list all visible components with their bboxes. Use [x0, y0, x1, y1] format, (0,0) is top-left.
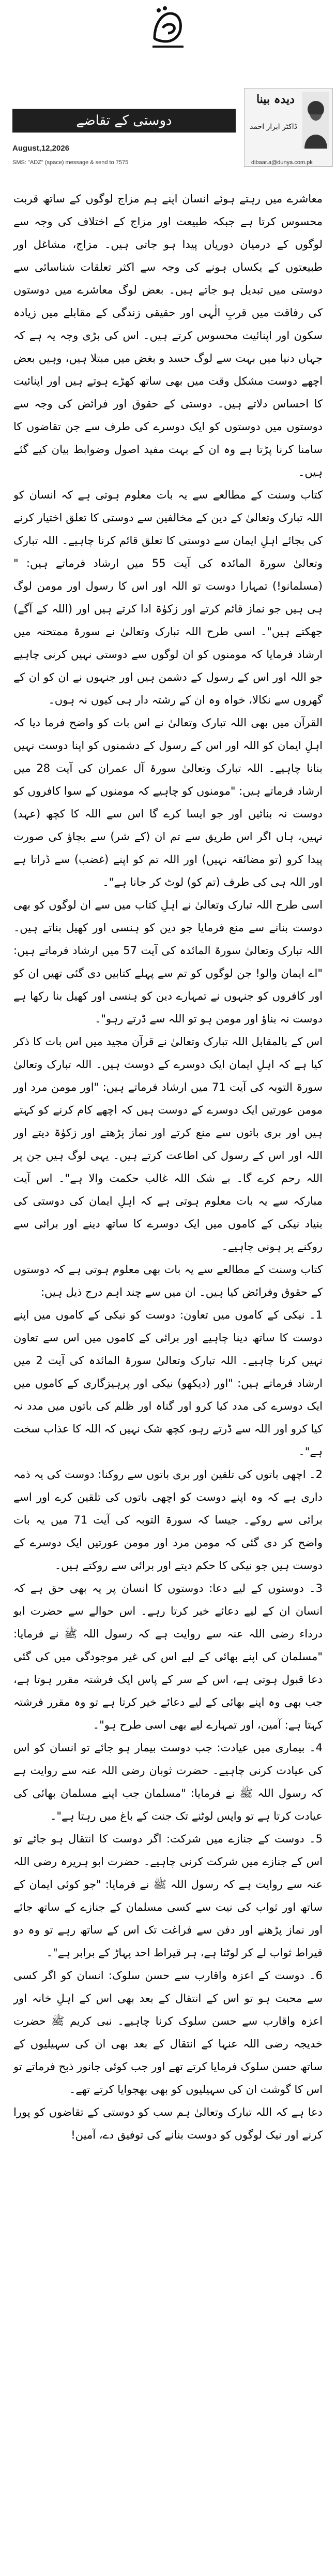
author-portrait-icon [302, 92, 329, 149]
author-email: dibaar.a@dunya.com.pk [251, 159, 313, 166]
column-title: دوستی کے تقاضے [12, 109, 236, 133]
author-box [244, 88, 333, 167]
paragraph: کتاب وسنت کے مطالعے سے یہ بات معلوم ہوتی ہے کہ انسان کو اللہ تبارک وتعالیٰ کے دین کے مخالفین سے دوستی کا تعلق اختیار کرنے کی بجائے اہلِ ایمان سے دوستی کا تعلق قائم کرنا چاہیے۔ اللہ تبارک وتعالیٰ سورۃ المائدہ کی آیت 55 میں ارشاد فرماتے ہیں: "(مسلمانو!) تمہارا دوست تو اللہ اور اس کا رسول اور مومن لوگ ہی ہیں جو نماز قائم کرتے اور زکوٰۃ ادا کرتے ہیں اور (اللہ کے آگے) جھکتے ہیں"۔ اسی طرح اللہ تبارک وتعالیٰ نے سورۃ ممتحنہ میں ارشاد فرمایا کہ مومنوں کو ان لوگوں سے دوستی نہیں کرنی چاہیے جو اللہ اور اس کے رسول کے دشمن ہیں اور جنہوں نے ان کو ان کے گھروں سے نکالا، خواہ وہ ان کے رشتہ دار ہی کیوں نہ ہوں۔ [13, 489, 323, 706]
masthead [0, 0, 336, 57]
paragraph: 3۔ دوستوں کے لیے دعا: دوستوں کا انسان پر یہ بھی حق ہے کہ انسان ان کے لیے دعائے خیر کرتا رہے۔ اس حوالے سے حضرت ابو درداء رضی اللہ عنہ سے روایت ہے کہ رسول اللہ ﷺ نے فرمایا: "مسلمان کی اپنے بھائی کے لیے اس کی غیر موجودگی میں کی گئی دعا قبول ہوتی ہے، اس کے سر کے پاس ایک فرشتہ مقرر ہوتا ہے، جب بھی وہ اپنے بھائی کے لیے دعائے خیر کرتا ہے تو وہ مقرر فرشتہ کہتا ہے: آمین، اور تمہارے لیے بھی اسی طرح ہو"۔ [13, 1582, 323, 1731]
article-body [13, 187, 323, 2146]
column-name: دیدہ بینا [256, 93, 295, 106]
paragraph: دعا ہے کہ اللہ تبارک وتعالیٰ ہم سب کو دوستی کے تقاضوں کو پورا کرنے اور نیک لوگوں کو دوست بنانے کی توفیق دے، آمین! [13, 2106, 323, 2141]
sms-info: SMS: "ADZ" (space) message & send to 7575 [12, 159, 129, 166]
paragraph: معاشرے میں رہتے ہوئے انسان اپنے ہم مزاج لوگوں کے ساتھ قربت محسوس کرتا ہے جبکہ طبیعت اور مزاج کے اختلاف کی وجہ سے لوگوں کے درمیان دوریاں پیدا ہو جاتی ہیں۔ مزاج، مشاغل اور طبیعتوں کے یکساں ہونے کی وجہ سے اکثر تعلقات شناسائی سے دوستی میں تبدیل ہو جاتے ہیں۔ بعض لوگ معاشرے میں دوستوں کی رفاقت میں قربِ الٰہی اور حقیقی زندگی کے مقابلے میں زیادہ سکون اور اپنائیت محسوس کرتے ہیں۔ اس کی بڑی وجہ یہ ہے کہ جہاں دنیا میں بہت سے لوگ حسد و بغض میں مبتلا ہیں، وہیں بعض اچھے دوست مشکل وقت میں بھی ساتھ کھڑے ہوتے ہیں اور اپنائیت کا احساس دلاتے ہیں۔ دوستی کے حقوق اور فرائض کی وجہ سے دوستوں میں دوستوں کو ایک دوسرے کی طرف سے جن تقاضوں کا سامنا کرنا پڑتا ہے وہ ان کے بہت مفید اصول وضوابط بیان کیے گئے ہیں۔ [13, 193, 323, 478]
paragraph: 2۔ اچھی باتوں کی تلقین اور بری باتوں سے روکنا: دوست کی یہ ذمہ داری ہے کہ وہ اپنے دوست کو اچھی باتوں کی تلقین کرے اور اسے برائی سے روکے۔ جیسا کہ سورۃ التوبہ کی آیت 71 میں یہ بات واضح کر دی گئی کہ مومن مرد اور مومن عورتیں ایک دوسرے کے دوست ہیں جو نیکی کا حکم دیتے اور برائی سے روکتے ہیں۔ [13, 1468, 323, 1572]
paragraph: اسی طرح اللہ تبارک وتعالیٰ نے اہلِ کتاب میں سے ان لوگوں کو بھی دوست بنانے سے منع فرمایا جو دین کو ہنسی اور کھیل بناتے ہیں۔ اللہ تبارک وتعالیٰ سورۃ المائدہ کی آیت 57 میں ارشاد فرماتے ہیں: "اے ایمان والو! جن لوگوں کو تم سے پہلے کتابیں دی گئی تھیں ان کو اور کافروں کو جنہوں نے تمہارے دین کو ہنسی اور کھیل بنا رکھا ہے دوست نہ بناؤ اور مومن ہو تو اللہ سے ڈرتے رہو"۔ [13, 899, 323, 1025]
paragraph: 6۔ دوست کے اعزہ واقارب سے حسن سلوک: انسان کو اگر کسی سے محبت ہو تو اس کے انتقال کے بعد بھی اس کے اہلِ خانہ اور اعزہ واقارب سے حسن سلوک کرنا چاہیے۔ نبی کریم ﷺ حضرت خدیجہ رضی اللہ عنہا کے انتقال کے بعد بھی ان کی سہیلیوں کے ساتھ حسن سلوک فرمایا کرتے تھے اور جب کوئی جانور ذبح فرماتے تو اس کا گوشت ان کی سہیلیوں کو بھی بھجوایا کرتے تھے۔ [13, 1969, 323, 2096]
paragraph: کتاب وسنت کے مطالعے سے یہ بات بھی معلوم ہوتی ہے کہ دوستوں کے حقوق وفرائض کیا ہیں۔ ان میں سے چند اہم درج ذیل ہیں: [13, 1263, 323, 1298]
paragraph: اس کے بالمقابل اللہ تبارک وتعالیٰ نے قرآن مجید میں اس بات کا ذکر کیا ہے کہ اہلِ ایمان ایک دوسرے کے دوست ہیں۔ اللہ تبارک وتعالیٰ سورۃ التوبہ کی آیت 71 میں ارشاد فرماتے ہیں: "اور مومن مرد اور مومن عورتیں ایک دوسرے کے دوست ہیں کہ اچھے کام کرنے کو کہتے ہیں اور بری باتوں سے منع کرتے اور نماز پڑھتے اور زکوٰۃ دیتے اور اللہ اور اس کے رسول کی اطاعت کرتے ہیں۔ یہی لوگ ہیں جن پر اللہ رحم کرے گا۔ بے شک اللہ غالب حکمت والا ہے"۔ اس آیت مبارکہ سے یہ بات معلوم ہوتی ہے کہ اہلِ ایمان کی دوستی کی بنیاد نیکی کے کاموں میں ایک دوسرے کا ساتھ دینے اور برائی سے روکنے پر ہونی چاہیے۔ [13, 1035, 323, 1253]
paragraph: 4۔ بیماری میں عیادت: جب دوست بیمار ہو جائے تو انسان کو اس کی عیادت کرنی چاہیے۔ حضرت ثوبان رضی اللہ عنہ سے روایت ہے کہ رسول اللہ ﷺ نے فرمایا: "مسلمان جب اپنے مسلمان بھائی کی عیادت کرتا ہے تو واپس لوٹنے تک جنت کے باغ میں رہتا ہے"۔ [13, 1741, 323, 1822]
column-header [0, 88, 336, 179]
paragraph: 5۔ دوست کے جنازے میں شرکت: اگر دوست کا انتقال ہو جائے تو اس کے جنازے میں شرکت کرنی چاہیے۔ حضرت ابو ہریرہ رضی اللہ عنہ سے روایت ہے کہ رسول اللہ ﷺ نے فرمایا: "جو کوئی ایمان کے ساتھ اور ثواب کی نیت سے کسی مسلمان کے جنازے کے ساتھ جائے اور نماز پڑھنے اور دفن سے فراغت تک اس کے ساتھ رہے تو وہ دو قیراط ثواب لے کر لوٹتا ہے، ہر قیراط احد پہاڑ کے برابر ہے"۔ [13, 1833, 323, 1959]
author-name: ڈاکٹر ابرار احمد [250, 123, 297, 131]
paragraph: القرآن میں بھی اللہ تبارک وتعالیٰ نے اس بات کو واضح فرما دیا کہ اہلِ ایمان کو اللہ اور اس کے رسول کے دشمنوں کو اپنا دوست نہیں بنانا چاہیے۔ اللہ تبارک وتعالیٰ سورۃ آل عمران کی آیت 28 میں ارشاد فرماتے ہیں: "مومنوں کو چاہیے کہ مومنوں کے سوا کافروں کو دوست نہ بنائیں اور جو ایسا کرے گا اس سے اللہ کا کچھ (عہد) نہیں، ہاں اگر اس طریق سے تم ان (کے شر) سے بچاؤ کی صورت پیدا کرو (تو مضائقہ نہیں) اور اللہ تم کو اپنے (غضب) سے ڈراتا ہے اور اللہ ہی کی طرف (تم کو) لوٹ کر جانا ہے"۔ [13, 716, 323, 888]
publish-date: August,12,2026 [12, 144, 70, 153]
paragraph: 1۔ نیکی کے کاموں میں تعاون: دوست کو نیکی کے کاموں میں اپنے دوست کا ساتھ دینا چاہیے اور برائی کے کاموں میں اس سے تعاون نہیں کرنا چاہیے۔ اللہ تبارک وتعالیٰ سورۃ المائدہ کی آیت 2 میں ارشاد فرماتے ہیں: "اور (دیکھو) نیکی اور پرہیزگاری کے کاموں میں ایک دوسرے کی مدد کیا کرو اور گناہ اور ظلم کی باتوں میں مدد نہ کیا کرو اور اللہ سے ڈرتے رہو، کچھ شک نہیں کہ اللہ کا عذاب سخت ہے"۔ [13, 1309, 323, 1458]
dunya-logo-icon [147, 2, 189, 54]
